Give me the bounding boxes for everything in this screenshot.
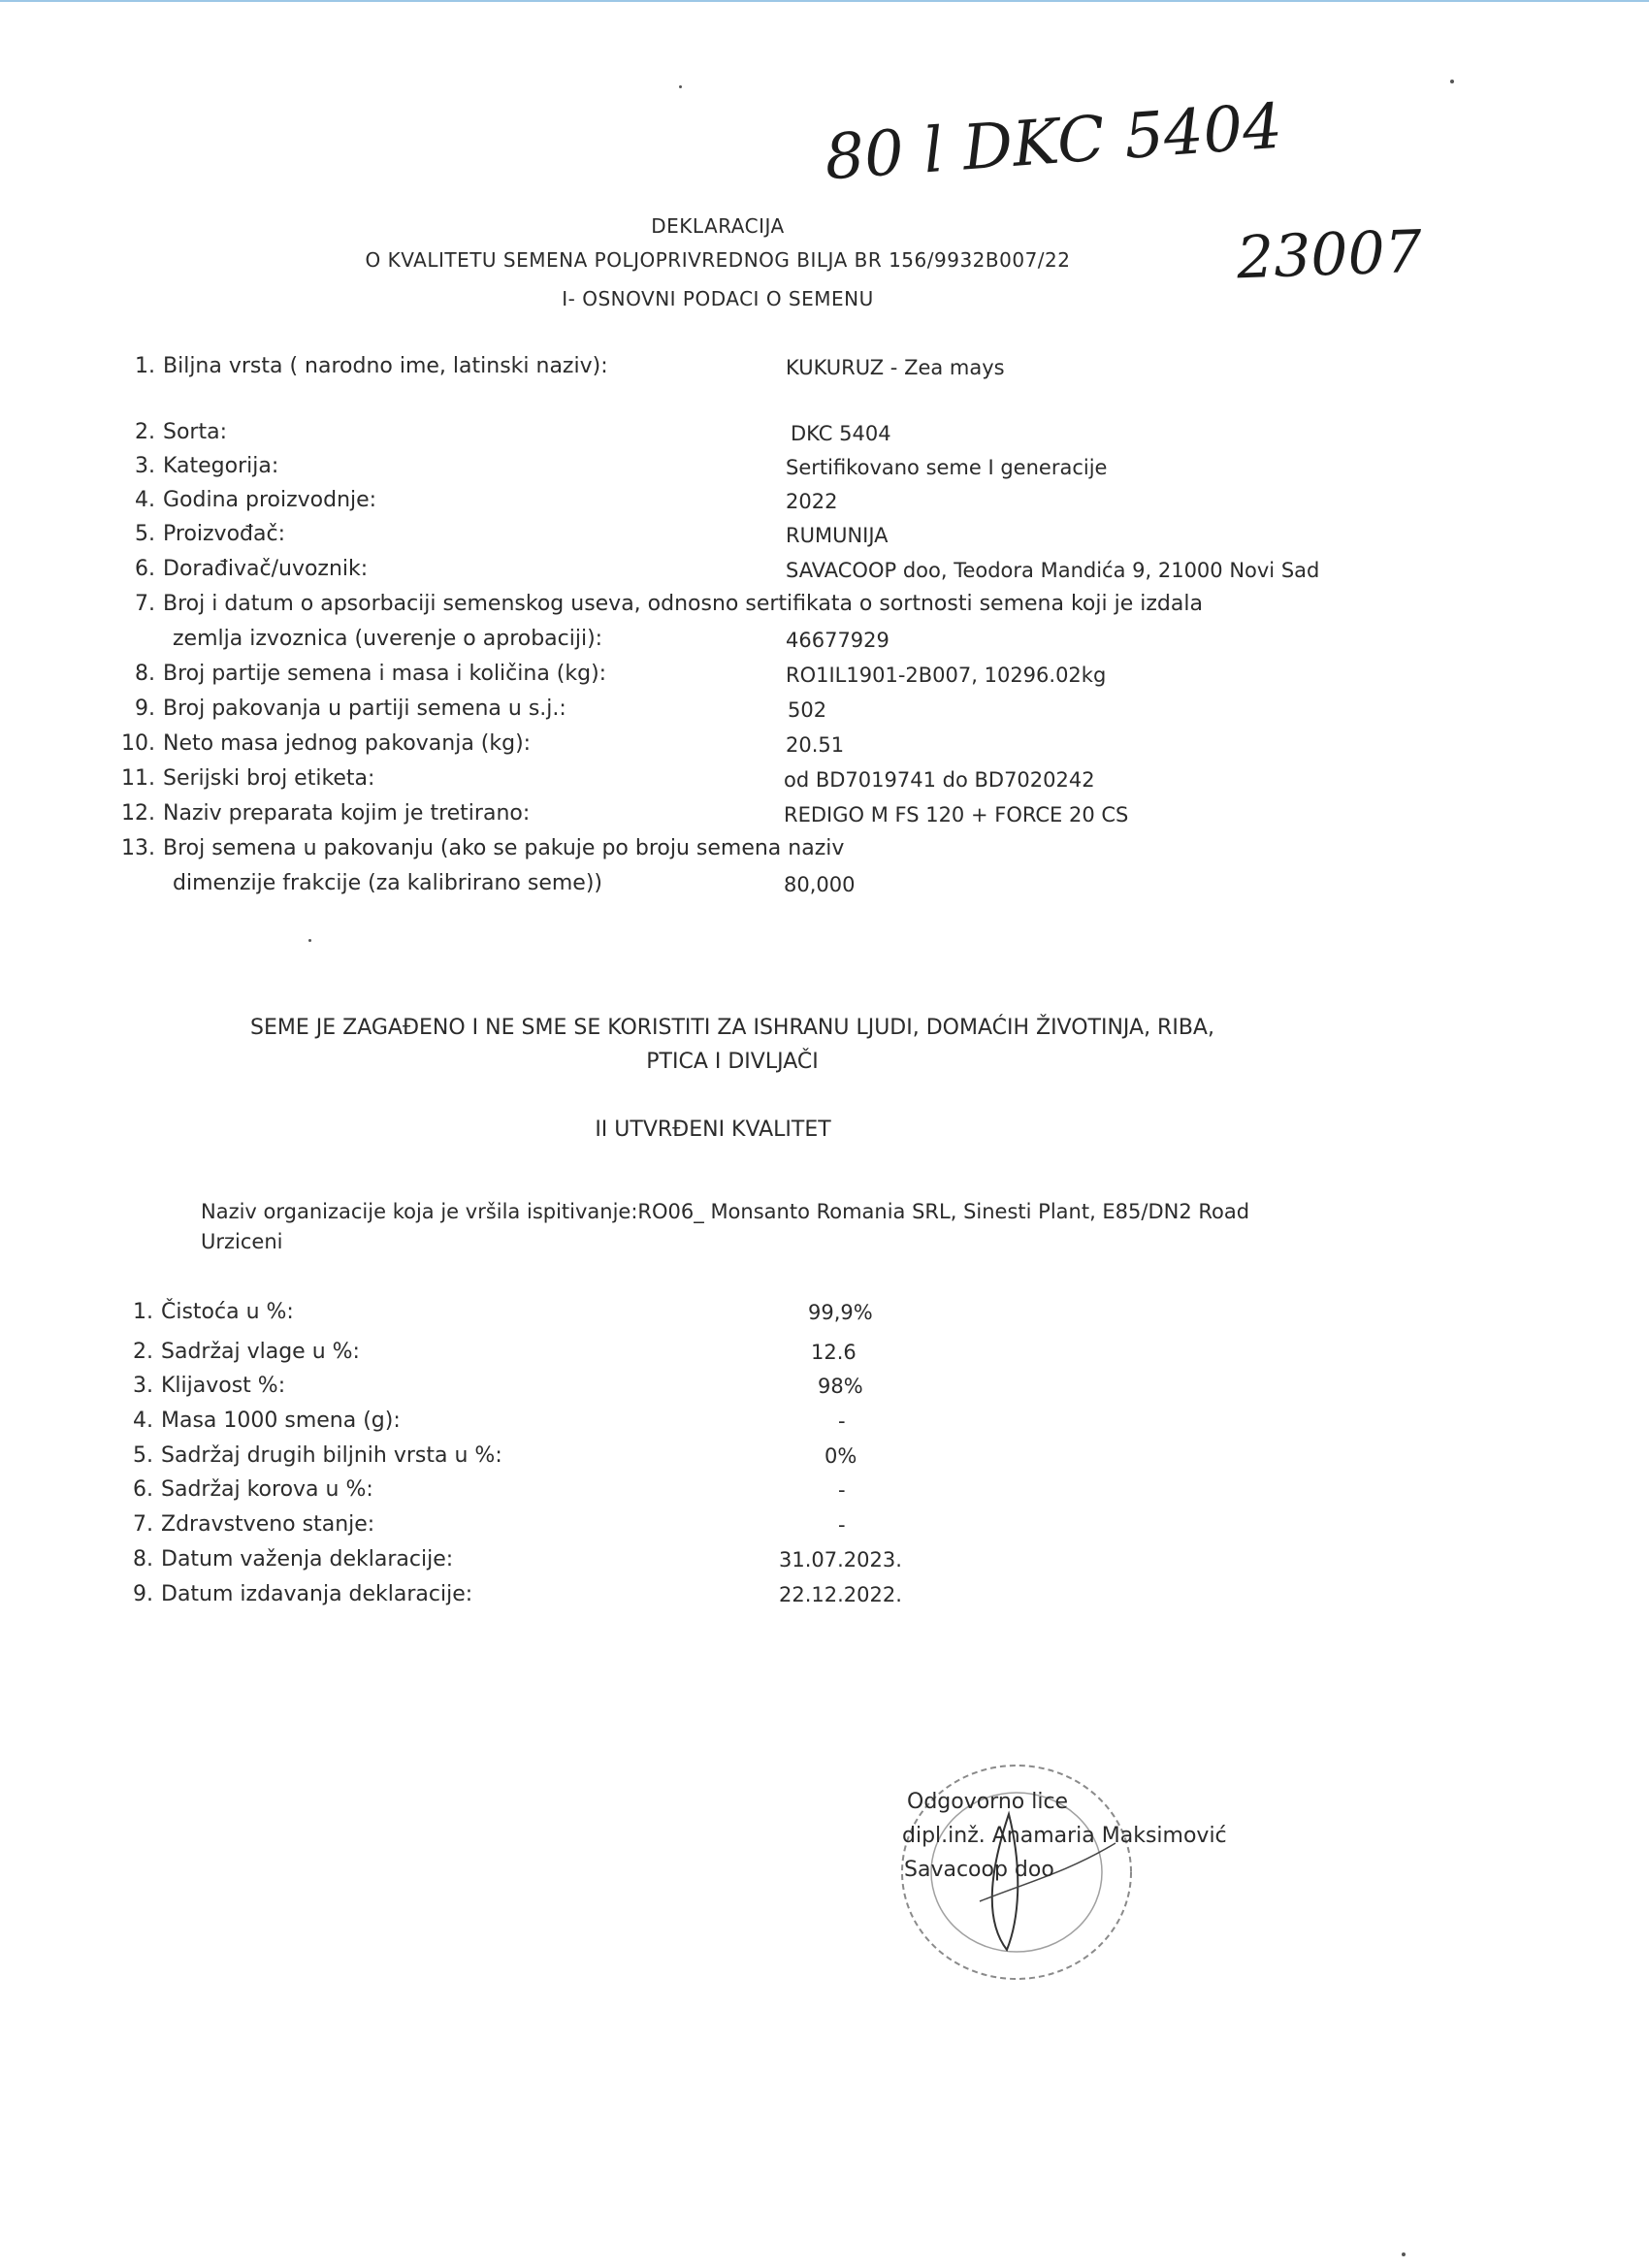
- item-number: 6.: [133, 1477, 153, 1502]
- list-item: [87, 766, 374, 791]
- item-label: Serijski broj etiketa:: [163, 766, 375, 791]
- item-value: RO1IL1901-2B007, 10296.02kg: [786, 664, 1107, 687]
- handwritten-note-product: 80 l DKC 5404: [822, 90, 1285, 195]
- list-item: [87, 420, 227, 444]
- signatory-name: dipl.inž. Anamaria Maksimović: [902, 1824, 1227, 1848]
- handwritten-note-number: 23007: [1235, 217, 1424, 293]
- item-label: Broj partije semena i masa i količina (kg):: [163, 662, 607, 686]
- item-value: 2022: [786, 490, 838, 513]
- item-label: Broj semena u pakovanju (ako se pakuje po broju semena naziv: [163, 836, 845, 860]
- item-number: 1.: [135, 354, 155, 378]
- item-number: 9.: [133, 1582, 153, 1606]
- list-item: [85, 1300, 294, 1324]
- list-item: [87, 662, 606, 686]
- item-label: Naziv preparata kojim je tretirano:: [163, 801, 531, 826]
- signatory-company: Savacoop doo: [904, 1858, 1054, 1882]
- item-value: 502: [788, 698, 827, 722]
- item-value: REDIGO M FS 120 + FORCE 20 CS: [784, 803, 1129, 826]
- document-subtitle: O KVALITETU SEMENA POLJOPRIVREDNOG BILJA BR 156/9932B007/22: [365, 248, 1071, 272]
- list-item: [87, 836, 844, 860]
- item-label: Sadržaj korova u %:: [161, 1477, 373, 1502]
- item-value: 22.12.2022.: [779, 1583, 902, 1606]
- item-label: Broj i datum o apsorbaciji semenskog useva, odnosno sertifikata o sortnosti semena koji je izdala: [163, 592, 1203, 616]
- item-label: Datum važenja deklaracije:: [161, 1547, 454, 1571]
- item-label-continued: dimenzije frakcije (za kalibrirano seme)): [173, 871, 602, 895]
- testing-organization: Naziv organizacije koja je vršila ispitivanje:RO06_ Monsanto Romania SRL, Sinesti Plant, E85/DN2 Road: [201, 1200, 1250, 1223]
- item-label: Čistoća u %:: [161, 1300, 294, 1324]
- list-item: [85, 1512, 374, 1537]
- list-item: [87, 697, 566, 721]
- scan-speck: [308, 939, 311, 942]
- item-label: Masa 1000 smena (g):: [161, 1409, 401, 1433]
- item-number: 13.: [121, 836, 155, 860]
- scan-speck: [1450, 80, 1454, 83]
- item-value: DKC 5404: [791, 422, 891, 445]
- item-label: Sadržaj drugih biljnih vrsta u %:: [161, 1443, 502, 1468]
- item-value: KUKURUZ - Zea mays: [786, 356, 1005, 379]
- item-number: 2.: [135, 420, 155, 444]
- section-2-title: II UTVRĐENI KVALITET: [595, 1118, 831, 1142]
- item-label-continued: zemlja izvoznica (uverenje o aprobaciji):: [173, 627, 603, 651]
- item-value: 99,9%: [808, 1301, 873, 1324]
- list-item: [87, 522, 285, 546]
- item-value: od BD7019741 do BD7020242: [784, 768, 1095, 792]
- item-number: 5.: [133, 1443, 153, 1468]
- item-label: Neto masa jednog pakovanja (kg):: [163, 731, 532, 756]
- item-value: RUMUNIJA: [786, 524, 889, 547]
- item-number: 9.: [135, 697, 155, 721]
- item-number: 7.: [135, 592, 155, 616]
- item-number: 7.: [133, 1512, 153, 1537]
- warning-line-2: PTICA I DIVLJAČI: [646, 1050, 819, 1074]
- testing-organization-continued: Urziceni: [201, 1230, 283, 1253]
- list-item: [85, 1547, 453, 1571]
- item-label: Broj pakovanja u partiji semena u s.j.:: [163, 697, 566, 721]
- item-label: Datum izdavanja deklaracije:: [161, 1582, 473, 1606]
- list-item: [87, 354, 608, 378]
- item-number: 6.: [135, 557, 155, 581]
- item-label: Sadržaj vlage u %:: [161, 1340, 360, 1364]
- list-item: [85, 1443, 502, 1468]
- item-number: 4.: [133, 1409, 153, 1433]
- item-label: Biljna vrsta ( narodno ime, latinski naziv):: [163, 354, 608, 378]
- list-item: [85, 1582, 472, 1606]
- item-label: Proizvođač:: [163, 522, 285, 546]
- item-value: -: [838, 1513, 846, 1537]
- scan-top-edge: [0, 0, 1649, 2]
- item-label: Klijavost %:: [161, 1374, 286, 1398]
- item-value: 0%: [824, 1444, 857, 1468]
- item-number: 2.: [133, 1340, 153, 1364]
- item-number: 4.: [135, 488, 155, 512]
- item-value: 98%: [818, 1375, 863, 1398]
- document-title: DEKLARACIJA: [651, 214, 785, 238]
- item-value: Sertifikovano seme I generacije: [786, 456, 1108, 479]
- item-number: 5.: [135, 522, 155, 546]
- item-value: 20.51: [786, 733, 845, 757]
- item-number: 3.: [135, 454, 155, 478]
- item-value: -: [838, 1409, 846, 1433]
- scan-speck: [679, 85, 682, 88]
- item-value: SAVACOOP doo, Teodora Mandića 9, 21000 Novi Sad: [786, 559, 1320, 582]
- list-item: [85, 1409, 401, 1433]
- signatory-title: Odgovorno lice: [907, 1790, 1069, 1814]
- item-value: 12.6: [811, 1341, 857, 1364]
- item-value: 46677929: [786, 629, 889, 652]
- list-item: [85, 1340, 360, 1364]
- item-number: 12.: [121, 801, 155, 826]
- item-value: 80,000: [784, 873, 856, 896]
- item-number: 10.: [121, 731, 155, 756]
- scan-speck: [1402, 2252, 1406, 2256]
- list-item: [87, 454, 278, 478]
- list-item: [87, 557, 368, 581]
- item-label: Dorađivač/uvoznik:: [163, 557, 369, 581]
- item-number: 1.: [133, 1300, 153, 1324]
- item-number: 11.: [121, 766, 155, 791]
- section-1-title: I- OSNOVNI PODACI O SEMENU: [562, 287, 874, 310]
- list-item: [87, 488, 376, 512]
- list-item: [87, 801, 530, 826]
- list-item: [87, 731, 531, 756]
- list-item: [85, 1374, 285, 1398]
- item-value: 31.07.2023.: [779, 1548, 902, 1571]
- item-label: Sorta:: [163, 420, 227, 444]
- item-label: Godina proizvodnje:: [163, 488, 377, 512]
- item-number: 8.: [135, 662, 155, 686]
- item-label: Zdravstveno stanje:: [161, 1512, 375, 1537]
- warning-line-1: SEME JE ZAGAĐENO I NE SME SE KORISTITI ZA ISHRANU LJUDI, DOMAĆIH ŽIVOTINJA, RIBA,: [250, 1016, 1214, 1040]
- item-number: 3.: [133, 1374, 153, 1398]
- list-item: [85, 1477, 373, 1502]
- item-value: -: [838, 1478, 846, 1502]
- item-number: 8.: [133, 1547, 153, 1571]
- list-item: [87, 592, 1203, 616]
- item-label: Kategorija:: [163, 454, 279, 478]
